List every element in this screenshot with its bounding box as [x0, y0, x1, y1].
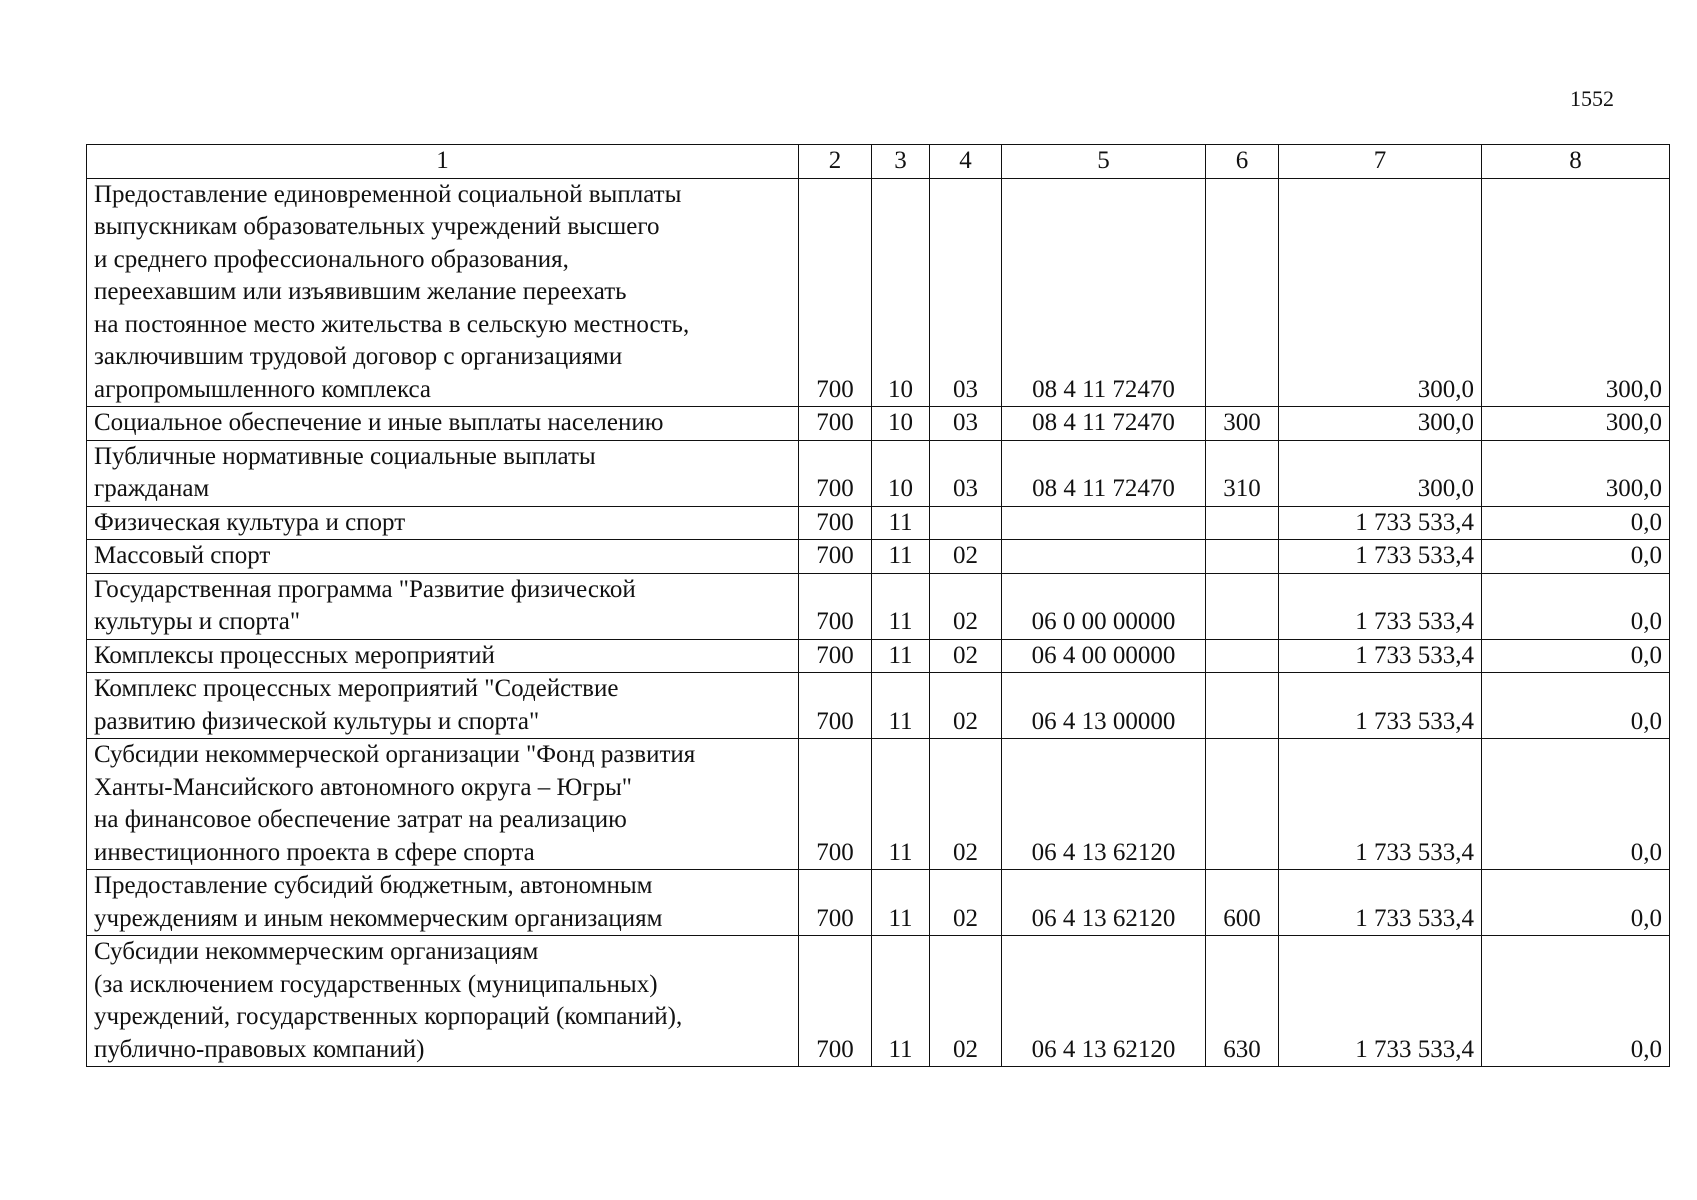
amount-col8-cell: 0,0: [1482, 639, 1670, 673]
section-cell: 11: [872, 506, 930, 540]
gl-code-cell: 700: [799, 870, 872, 936]
section-cell: 10: [872, 178, 930, 407]
gl-code-cell: 700: [799, 178, 872, 407]
amount-col8-cell: 0,0: [1482, 673, 1670, 739]
table-row: [87, 506, 1670, 540]
subsection-cell: 02: [930, 573, 1002, 639]
column-header: 4: [930, 145, 1002, 179]
row-name-cell: Субсидии некоммерческой организации "Фонд развития Ханты-Мансийского автономного округа – Югры" на финансовое обеспечение затрат на реализацию инвестиционного проекта в сфере спорта: [87, 739, 799, 870]
amount-col8-cell: 0,0: [1482, 506, 1670, 540]
table-row: [87, 573, 1670, 639]
column-header: 8: [1482, 145, 1670, 179]
amount-col7-cell: 1 733 533,4: [1279, 870, 1482, 936]
amount-col8-cell: 0,0: [1482, 739, 1670, 870]
gl-code-cell: 700: [799, 639, 872, 673]
target-article-cell: [1002, 540, 1206, 574]
expense-type-cell: 630: [1206, 936, 1279, 1067]
gl-code-cell: 700: [799, 739, 872, 870]
amount-col8-cell: 300,0: [1482, 178, 1670, 407]
amount-col7-cell: 300,0: [1279, 440, 1482, 506]
amount-col7-cell: 1 733 533,4: [1279, 639, 1482, 673]
subsection-cell: 02: [930, 739, 1002, 870]
gl-code-cell: 700: [799, 440, 872, 506]
expense-type-cell: [1206, 639, 1279, 673]
subsection-cell: 02: [930, 540, 1002, 574]
column-header: 1: [87, 145, 799, 179]
subsection-cell: 03: [930, 407, 1002, 441]
expense-type-cell: [1206, 573, 1279, 639]
section-cell: 11: [872, 870, 930, 936]
amount-col7-cell: 1 733 533,4: [1279, 936, 1482, 1067]
column-header: 6: [1206, 145, 1279, 179]
table-body: [87, 178, 1670, 1067]
row-name-cell: Комплекс процессных мероприятий "Содействие развитию физической культуры и спорта": [87, 673, 799, 739]
expense-type-cell: 300: [1206, 407, 1279, 441]
amount-col7-cell: 300,0: [1279, 407, 1482, 441]
gl-code-cell: 700: [799, 936, 872, 1067]
amount-col8-cell: 0,0: [1482, 870, 1670, 936]
budget-table: [86, 144, 1670, 1067]
table-row: [87, 440, 1670, 506]
table-row: [87, 936, 1670, 1067]
row-name-cell: Массовый спорт: [87, 540, 799, 574]
row-name-cell: Государственная программа "Развитие физической культуры и спорта": [87, 573, 799, 639]
column-header: 3: [872, 145, 930, 179]
expense-type-cell: 310: [1206, 440, 1279, 506]
amount-col7-cell: 1 733 533,4: [1279, 540, 1482, 574]
amount-col7-cell: 1 733 533,4: [1279, 739, 1482, 870]
amount-col8-cell: 0,0: [1482, 936, 1670, 1067]
target-article-cell: 06 4 13 00000: [1002, 673, 1206, 739]
target-article-cell: 08 4 11 72470: [1002, 178, 1206, 407]
table-header-row: [87, 145, 1670, 179]
row-name-cell: Публичные нормативные социальные выплаты гражданам: [87, 440, 799, 506]
column-header: 5: [1002, 145, 1206, 179]
subsection-cell: 03: [930, 440, 1002, 506]
table-row: [87, 739, 1670, 870]
subsection-cell: 02: [930, 936, 1002, 1067]
column-header: 7: [1279, 145, 1482, 179]
row-name-cell: Предоставление субсидий бюджетным, автономным учреждениям и иным некоммерческим организациям: [87, 870, 799, 936]
amount-col8-cell: 300,0: [1482, 440, 1670, 506]
table-row: [87, 178, 1670, 407]
amount-col8-cell: 0,0: [1482, 573, 1670, 639]
expense-type-cell: [1206, 673, 1279, 739]
amount-col8-cell: 0,0: [1482, 540, 1670, 574]
target-article-cell: 08 4 11 72470: [1002, 440, 1206, 506]
amount-col7-cell: 1 733 533,4: [1279, 506, 1482, 540]
expense-type-cell: 600: [1206, 870, 1279, 936]
expense-type-cell: [1206, 739, 1279, 870]
amount-col7-cell: 1 733 533,4: [1279, 573, 1482, 639]
target-article-cell: 06 4 00 00000: [1002, 639, 1206, 673]
section-cell: 11: [872, 540, 930, 574]
expense-type-cell: [1206, 540, 1279, 574]
row-name-cell: Субсидии некоммерческим организациям (за исключением государственных (муниципальных) учреждений, государственных корпораций (компаний), публично-правовых компаний): [87, 936, 799, 1067]
target-article-cell: 06 4 13 62120: [1002, 936, 1206, 1067]
subsection-cell: 02: [930, 673, 1002, 739]
section-cell: 10: [872, 407, 930, 441]
row-name-cell: Предоставление единовременной социальной выплаты выпускникам образовательных учреждений высшего и среднего профессионального образования, переехавшим или изъявившим желание переехать на постоянное место жительства в сельскую местность, заключившим трудовой договор с организациями агропромышленного комплекса: [87, 178, 799, 407]
expense-type-cell: [1206, 506, 1279, 540]
gl-code-cell: 700: [799, 407, 872, 441]
table-row: [87, 673, 1670, 739]
table-row: [87, 870, 1670, 936]
target-article-cell: 06 0 00 00000: [1002, 573, 1206, 639]
section-cell: 10: [872, 440, 930, 506]
target-article-cell: 08 4 11 72470: [1002, 407, 1206, 441]
target-article-cell: 06 4 13 62120: [1002, 870, 1206, 936]
section-cell: 11: [872, 673, 930, 739]
amount-col7-cell: 300,0: [1279, 178, 1482, 407]
table-row: [87, 639, 1670, 673]
target-article-cell: 06 4 13 62120: [1002, 739, 1206, 870]
section-cell: 11: [872, 573, 930, 639]
row-name-cell: Комплексы процессных мероприятий: [87, 639, 799, 673]
expense-type-cell: [1206, 178, 1279, 407]
table-row: [87, 407, 1670, 441]
gl-code-cell: 700: [799, 506, 872, 540]
gl-code-cell: 700: [799, 673, 872, 739]
gl-code-cell: 700: [799, 573, 872, 639]
row-name-cell: Социальное обеспечение и иные выплаты населению: [87, 407, 799, 441]
section-cell: 11: [872, 936, 930, 1067]
page-number: 1552: [1570, 86, 1614, 111]
row-name-cell: Физическая культура и спорт: [87, 506, 799, 540]
table-row: [87, 540, 1670, 574]
section-cell: 11: [872, 639, 930, 673]
gl-code-cell: 700: [799, 540, 872, 574]
target-article-cell: [1002, 506, 1206, 540]
amount-col7-cell: 1 733 533,4: [1279, 673, 1482, 739]
subsection-cell: [930, 506, 1002, 540]
subsection-cell: 03: [930, 178, 1002, 407]
amount-col8-cell: 300,0: [1482, 407, 1670, 441]
subsection-cell: 02: [930, 870, 1002, 936]
section-cell: 11: [872, 739, 930, 870]
column-header: 2: [799, 145, 872, 179]
subsection-cell: 02: [930, 639, 1002, 673]
